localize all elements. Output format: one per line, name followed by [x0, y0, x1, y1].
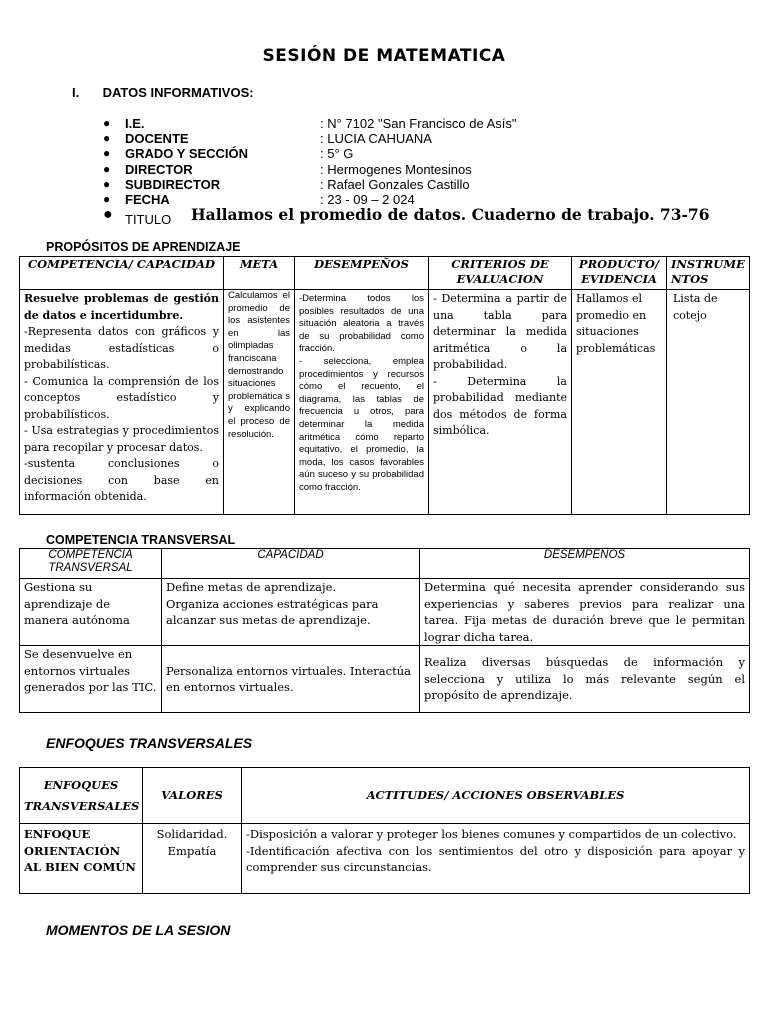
instrumento-cell: Lista de cotejo	[667, 290, 750, 515]
bullet-icon: ●	[103, 191, 111, 206]
column-header: PRODUCTO/ EVIDENCIA	[572, 257, 667, 290]
bullet-icon: ●	[103, 116, 111, 130]
info-label: SUBDIRECTOR	[125, 176, 221, 192]
document-title: SESIÓN DE MATEMATICA	[262, 46, 506, 66]
info-row-grado	[103, 146, 743, 161]
info-value: : N° 7102 "San Francisco de Asís"	[320, 116, 517, 131]
info-value: : Hermogenes Montesinos	[320, 161, 472, 177]
section-number: I.	[72, 85, 80, 100]
info-value: : 5° G	[320, 146, 354, 162]
info-row-subdirector	[103, 177, 743, 192]
info-row-docente	[103, 131, 743, 146]
desempenos-cell: Realiza diversas búsquedas de información y selecciona y utiliza lo más relevante según el propósito de aprendizaje.	[420, 646, 750, 713]
column-header: COMPETENCIA/ CAPACIDAD	[20, 257, 224, 290]
column-header: CAPACIDAD	[162, 549, 420, 579]
titulo-value: Hallamos el promedio de datos. Cuaderno de trabajo. 73-76	[191, 205, 710, 225]
table-header-row	[20, 257, 750, 290]
column-header: META	[224, 257, 295, 290]
titulo-label: TITULO	[125, 212, 172, 228]
column-header: VALORES	[143, 768, 242, 824]
section-datos-informativos	[72, 85, 254, 100]
info-value: : LUCIA CAHUANA	[320, 131, 432, 147]
competencia-cell: Se desenvuelve en entornos virtuales generados por las TIC.	[20, 646, 162, 713]
column-header: COMPETENCIA TRANSVERSAL	[20, 549, 162, 579]
info-label: DIRECTOR	[125, 161, 193, 177]
capacidad-cell: Personaliza entornos virtuales. Interactúa en entornos virtuales.	[162, 646, 420, 713]
info-label: GRADO Y SECCIÓN	[125, 146, 249, 162]
propositos-heading: PROPÓSITOS DE APRENDIZAJE	[46, 240, 241, 254]
table-row	[20, 579, 750, 646]
column-header: ENFOQUES TRANSVERSALES	[20, 768, 143, 824]
table-header-row	[20, 549, 750, 579]
info-label: FECHA	[125, 191, 170, 207]
bullet-icon: ●	[103, 161, 111, 176]
bullet-icon: ●	[103, 206, 113, 224]
info-label: I.E.	[125, 116, 145, 131]
column-header: INSTRUMENTOS	[667, 257, 750, 290]
producto-cell: Hallamos el promedio en situaciones problemáticas	[572, 290, 667, 515]
column-header: DESEMPEÑOS	[420, 549, 750, 579]
enfoque-cell: ENFOQUE ORIENTACIÓN AL BIEN COMÚN	[20, 824, 143, 894]
table-header-row	[20, 768, 750, 824]
enfoques-heading: ENFOQUES TRANSVERSALES	[46, 735, 253, 751]
competencia-title: Resuelve problemas de gestión de datos e incertidumbre.	[24, 292, 219, 322]
meta-cell: Calculamos el promedio de los asistentes en las olimpiadas franciscana demostrando situaciones problemática s y explicando el proceso de resolución.	[224, 290, 295, 515]
competencia-cell	[20, 290, 224, 515]
propositos-table	[19, 256, 750, 515]
column-header: DESEMPEÑOS	[295, 257, 429, 290]
capacidad-cell: Define metas de aprendizaje. Organiza acciones estratégicas para alcanzar sus metas de aprendizaje.	[162, 579, 420, 646]
info-value: : 23 - 09 – 2 024	[320, 191, 415, 207]
enfoques-table	[19, 767, 750, 894]
valores-cell: Solidaridad. Empatía	[143, 824, 242, 894]
column-header: ACTITUDES/ ACCIONES OBSERVABLES	[242, 768, 750, 824]
bullet-icon: ●	[103, 131, 111, 146]
bullet-icon: ●	[103, 176, 111, 191]
info-row-ie	[103, 116, 743, 131]
table-row	[20, 290, 750, 515]
competencia-body: -Representa datos con gráficos y medidas estadísticas o probabilísticas. - Comunica la comprensión de los conceptos estadístico y probabilísticos. - Usa estrategias y procedimientos para recopilar y procesar datos. -sustenta conclusiones o decisiones con base en información obtenida.	[24, 325, 219, 503]
info-value: : Rafael Gonzales Castillo	[320, 176, 470, 192]
bullet-icon: ●	[103, 146, 111, 161]
table-row	[20, 646, 750, 713]
section-heading: DATOS INFORMATIVOS:	[102, 85, 254, 100]
desempenos-cell: -Determina todos los posibles resultados de una situación aleatoria a través de su probabilidad como fracción. - selecciona, emplea procedimientos y recursos cómo el recuento, el diagrama, las tablas de frecuencia u otros, para determinar la medida aritmética cómo reparto equitativo, el promedio, la moda, los casos favorables aún suceso y su probabilidad como fracción.	[295, 290, 429, 515]
info-label: DOCENTE	[125, 131, 189, 147]
actitudes-cell: -Disposición a valorar y proteger los bienes comunes y compartidos de un colectivo. -Identificación afectiva con los sentimientos del otro y disposición para apoyar y comprender sus circunstancias.	[242, 824, 750, 894]
info-row-titulo	[103, 205, 743, 231]
criterios-cell: - Determina a partir de una tabla para determinar la medida aritmética o la probabilidad. - Determina la probabilidad mediante dos métodos de forma simbólica.	[429, 290, 572, 515]
column-header: CRITERIOS DE EVALUACION	[429, 257, 572, 290]
competencia-cell: Gestiona su aprendizaje de manera autónoma	[20, 579, 162, 646]
momentos-heading: MOMENTOS DE LA SESION	[46, 922, 231, 938]
table-row	[20, 824, 750, 894]
info-row-director	[103, 162, 743, 177]
transversal-heading: COMPETENCIA TRANSVERSAL	[46, 533, 236, 547]
desempenos-cell: Determina qué necesita aprender considerando sus experiencias y saberes previos para realizar una tarea. Fija metas de duración breve que le permitan lograr dicha tarea.	[420, 579, 750, 646]
info-list	[103, 116, 743, 231]
transversal-table	[19, 548, 750, 713]
